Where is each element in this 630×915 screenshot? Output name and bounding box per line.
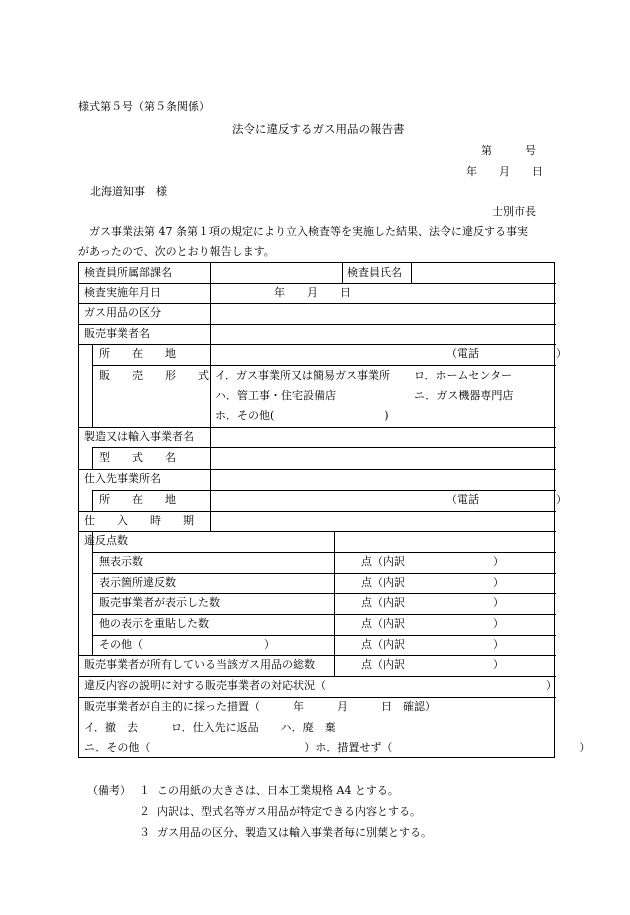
- violation-row-label: その他（ ）: [99, 638, 275, 651]
- inspector-dept-label: 検査員所属部課名: [84, 266, 172, 279]
- note-number: １: [139, 784, 150, 797]
- measures-options-line1: イ．撤 去 ロ．仕入先に返品 ハ．廃 棄: [84, 721, 336, 734]
- addressee: 北海道知事 様: [90, 185, 167, 198]
- violation-row-label: 表示箇所違反数: [99, 576, 176, 589]
- note-text: 内訳は、型式名等ガス用品が特定できる内容とする。: [157, 805, 421, 818]
- violation-row-label: 販売事業者が表示した数: [99, 596, 220, 609]
- sales-option-ro: ロ．ホームセンター: [414, 369, 513, 382]
- violation-row-points: 点（内訳 ）: [361, 576, 504, 589]
- violation-row-label: 無表示数: [99, 555, 143, 568]
- notes-label: （備考）: [87, 784, 131, 797]
- violation-row-points: 点（内訳 ）: [361, 596, 504, 609]
- sales-option-ha: ハ．管工事・住宅設備店: [215, 389, 336, 402]
- inspection-date-value: 年 月 日: [274, 286, 351, 299]
- violation-row-points: 点（内訳 ）: [361, 638, 504, 651]
- inspection-date-label: 検査実施年月日: [84, 286, 161, 299]
- report-form: [78, 262, 591, 758]
- intro-text-line1: ガス事業法第 47 条第１項の規定により立入検査等を実施した結果、法令に違反する事実: [89, 225, 528, 238]
- total-label: 販売事業者が所有している当該ガス用品の総数: [84, 658, 315, 671]
- document-title: 法令に違反するガス用品の報告書: [232, 122, 405, 136]
- violation-row-points: 点（内訳 ）: [361, 555, 504, 568]
- sales-form-label: 販 売 形 式: [99, 369, 209, 382]
- sales-option-i: イ．ガス事業所又は簡易ガス事業所: [215, 369, 391, 382]
- violations-label: 違反点数: [84, 534, 128, 547]
- note-text: ガス用品の区分、製造又は輸入事業者毎に別葉とする。: [157, 826, 432, 839]
- maker-name-label: 製造又は輸入事業者名: [84, 430, 194, 443]
- form-number: 様式第５号（第５条関係）: [78, 100, 210, 113]
- measures-options-line2: ニ．その他（ ）ホ．措置せず（ ）: [84, 741, 591, 754]
- sender: 士別市長: [492, 205, 536, 218]
- note-number: ２: [139, 805, 150, 818]
- total-points: 点（内訳 ）: [361, 658, 504, 671]
- seller-address-label: 所 在 地: [99, 347, 176, 360]
- note-text: この用紙の大きさは、日本工業規格 A4 とする。: [157, 784, 399, 797]
- seller-response-label: 違反内容の説明に対する販売事業者の対応状況（ ）: [84, 679, 557, 692]
- purchase-period-label: 仕 入 時 期: [84, 514, 194, 527]
- inspector-name-label: 検査員氏名: [347, 266, 402, 279]
- sales-option-ni: ニ．ガス機器専門店: [414, 389, 514, 402]
- supplier-phone: （電話 ）: [446, 493, 567, 506]
- intro-text-line2: があったので、次のとおり報告します。: [78, 245, 275, 258]
- gas-category-label: ガス用品の区分: [84, 306, 161, 319]
- document-date: 年 月 日: [466, 165, 543, 178]
- model-label: 型 式 名: [99, 451, 176, 464]
- note-number: ３: [139, 826, 150, 839]
- seller-name-label: 販売事業者名: [84, 327, 150, 340]
- sales-option-ho: ホ．その他( ): [215, 409, 389, 422]
- violation-row-points: 点（内訳 ）: [361, 617, 504, 630]
- violation-row-label: 他の表示を重貼した数: [99, 617, 209, 630]
- supplier-address-label: 所 在 地: [99, 493, 176, 506]
- supplier-name-label: 仕入先事業所名: [84, 472, 161, 485]
- seller-phone: （電話 ）: [446, 347, 567, 360]
- measures-label: 販売事業者が自主的に採った措置（ 年 月 日 確認）: [84, 700, 436, 713]
- document-number: 第 号: [481, 144, 536, 157]
